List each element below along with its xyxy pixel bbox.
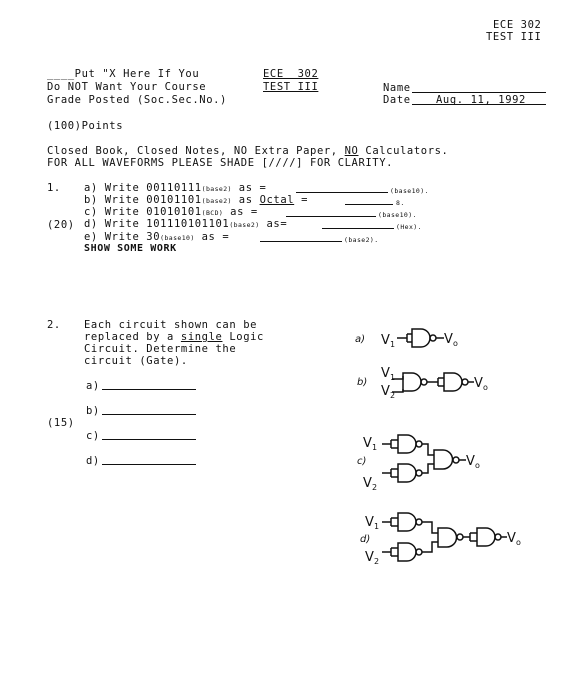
- circuit-d-vo-letter: V: [507, 531, 516, 546]
- circuit-b-v1-letter: V: [381, 366, 390, 381]
- circuit-c-v1-letter: V: [363, 436, 372, 451]
- q1-show-work: SHOW SOME WORK: [84, 243, 177, 254]
- q1-points: (20): [47, 219, 75, 231]
- q2-answer-d-label: d): [86, 455, 100, 467]
- test-number-right: TEST III: [486, 31, 542, 43]
- circuit-a-vo-letter: V: [444, 332, 453, 347]
- circuit-a-v1-letter: V: [381, 333, 390, 348]
- q2-single-word: single: [180, 331, 223, 343]
- course-code-right: ECE 302: [493, 19, 542, 31]
- circuit-c-vo-sub: o: [475, 461, 480, 470]
- circuit-b-nand-gates: [392, 373, 474, 392]
- circuit-c-v1-sub: 1: [372, 443, 378, 452]
- circuit-c-nand-gates: [382, 435, 466, 482]
- course-code-mid: ECE 302: [263, 68, 319, 80]
- circuit-b-label: b): [357, 377, 368, 388]
- q1d-result-base: (Hex).: [396, 223, 422, 231]
- q1c-result-base: (base10).: [378, 211, 417, 219]
- q1e-result-base: (base2).: [344, 236, 379, 244]
- q2-answer-b-label: b): [86, 405, 100, 417]
- q1a-write: a) Write 00110111: [84, 182, 202, 194]
- name-label: Name: [383, 82, 411, 94]
- q1-number: 1.: [47, 182, 61, 194]
- date-label: Date: [383, 94, 411, 106]
- circuit-b-v2-letter: V: [381, 384, 390, 399]
- circuit-d-v2-letter: V: [365, 550, 374, 565]
- q2-number: 2.: [47, 319, 61, 331]
- circuit-d-v1-sub: 1: [374, 522, 380, 531]
- circuit-c-label: c): [357, 456, 367, 467]
- circuit-d-vo-sub: o: [516, 538, 521, 547]
- q2-line4: circuit (Gate).: [84, 355, 188, 367]
- circuit-a-vo-sub: o: [453, 339, 458, 348]
- q1b-base: (base2): [201, 197, 232, 205]
- instructions-line2: FOR ALL WAVEFORMS PLEASE SHADE [////] FOR CLARITY.: [47, 157, 394, 169]
- q1d-write: d) Write 101110101101: [84, 218, 230, 230]
- q1e-as: as =: [201, 231, 230, 243]
- circuit-c-v2-letter: V: [363, 476, 372, 491]
- posting-instruction-line2: Do NOT Want Your Course: [47, 81, 207, 93]
- q1b-octal: Octal: [259, 194, 295, 206]
- instructions-no-word: NO: [344, 145, 359, 157]
- instructions-text-a: Closed Book, Closed Notes, NO Extra Paper,: [47, 145, 345, 157]
- q1a-as: as =: [238, 182, 267, 194]
- q1c-base: (BCD): [201, 209, 224, 217]
- q1b-as: as: [238, 194, 253, 206]
- q1e-base: (base10): [160, 234, 195, 242]
- circuit-c-v2-sub: 2: [372, 483, 378, 492]
- circuit-b-vo-letter: V: [474, 376, 483, 391]
- q1c-as: as =: [230, 206, 258, 218]
- q2-line2-b: Logic: [222, 331, 264, 343]
- q2-answer-c-label: c): [86, 430, 100, 442]
- q1b-result-base: 8.: [396, 199, 405, 207]
- q1e-write: e) Write 30: [84, 231, 161, 243]
- test-number-mid: TEST III: [263, 81, 319, 93]
- q2-answer-a-label: a): [86, 380, 100, 392]
- circuit-b-v2-sub: 2: [390, 391, 396, 400]
- posting-instruction-line3: Grade Posted (Soc.Sec.No.): [47, 94, 227, 106]
- circuit-c-vo-letter: V: [466, 454, 475, 469]
- q1d-base: (base2): [229, 221, 260, 229]
- circuit-a-nand-gate: [397, 329, 444, 347]
- q1a-result-base: (base10).: [390, 187, 429, 195]
- q1b-write: b) Write 00101101: [84, 194, 202, 206]
- circuit-b-v1-sub: 1: [390, 373, 396, 382]
- circuit-d-label: d): [360, 534, 371, 545]
- circuit-b-vo-sub: o: [483, 383, 488, 392]
- instructions-text-b: Calculators.: [358, 145, 449, 157]
- q1a-base: (base2): [201, 185, 232, 193]
- q2-points: (15): [47, 417, 75, 429]
- q1c-write: c) Write 01010101: [84, 206, 202, 218]
- q2-line2-a: replaced by a: [84, 331, 181, 343]
- q2-line3: Circuit. Determine the: [84, 343, 237, 355]
- total-points: (100)Points: [47, 120, 124, 132]
- posting-instruction-line1: ____Put "X Here If You: [47, 68, 200, 80]
- circuit-a-v1-sub: 1: [390, 340, 396, 349]
- circuit-a-label: a): [355, 334, 366, 345]
- q1d-as: as=: [266, 218, 288, 230]
- q2-line1: Each circuit shown can be: [84, 319, 258, 331]
- q1b-eq: =: [301, 194, 309, 206]
- circuit-d-v2-sub: 2: [374, 557, 380, 566]
- date-value: Aug. 11, 1992: [436, 94, 526, 106]
- circuit-d-nand-gates: [382, 513, 507, 561]
- circuit-d-v1-letter: V: [365, 515, 374, 530]
